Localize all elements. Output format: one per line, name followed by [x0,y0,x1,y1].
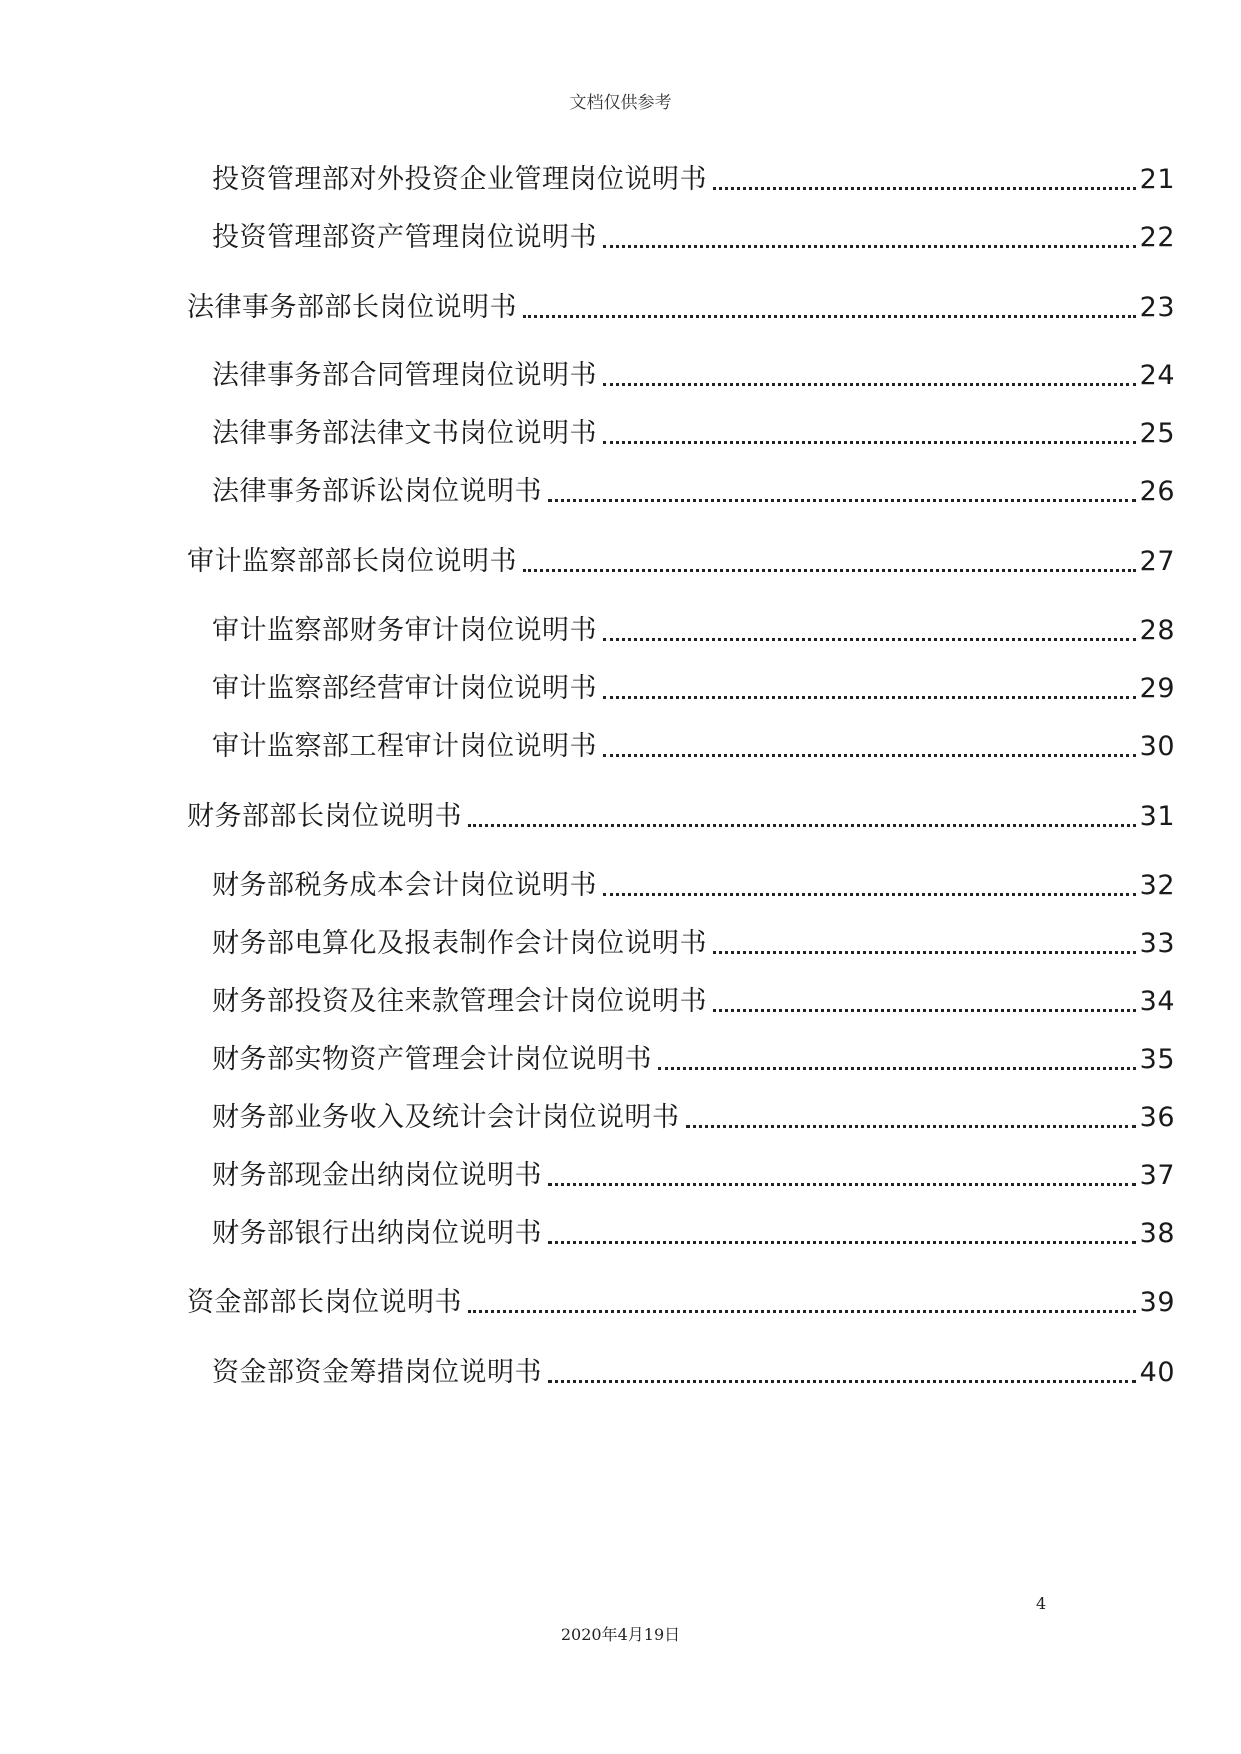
toc-entry-page: 27 [1139,546,1175,577]
toc-entry-title: 财务部实物资产管理会计岗位说明书 [212,1044,652,1075]
toc-entry[interactable] [212,218,1175,258]
toc-entry-title: 审计监察部部长岗位说明书 [187,546,517,577]
toc-entry-page: 29 [1139,673,1175,704]
toc-entry-page: 39 [1139,1287,1175,1318]
toc-entry-page: 37 [1139,1160,1175,1191]
toc-entry-title: 审计监察部财务审计岗位说明书 [212,615,597,646]
toc-entry[interactable] [212,866,1175,906]
page-number: 4 [1036,1594,1047,1613]
toc-dot-leader [603,754,1136,757]
toc-entry-page: 36 [1139,1102,1175,1133]
toc-entry-title: 财务部银行出纳岗位说明书 [212,1218,542,1249]
toc-entry[interactable] [212,472,1175,512]
toc-dot-leader [468,824,1136,827]
toc-entry-title: 法律事务部部长岗位说明书 [187,292,517,323]
toc-entry-page: 23 [1139,292,1175,323]
toc-entry[interactable] [212,727,1175,767]
toc-entry-page: 24 [1139,360,1175,391]
toc-entry-page: 33 [1139,928,1175,959]
toc-entry-title: 财务部现金出纳岗位说明书 [212,1160,542,1191]
toc-dot-leader [548,1241,1136,1244]
toc-entry-title: 投资管理部资产管理岗位说明书 [212,222,597,253]
toc-entry[interactable] [212,611,1175,651]
toc-entry[interactable] [212,1214,1175,1254]
toc-entry[interactable] [212,1353,1175,1393]
toc-dot-leader [548,1183,1136,1186]
toc-entry-page: 32 [1139,870,1175,901]
toc-entry-page: 25 [1139,418,1175,449]
toc-entry[interactable] [187,1283,1175,1323]
toc-entry[interactable] [212,924,1175,964]
toc-entry-page: 40 [1139,1357,1175,1388]
toc-entry-title: 法律事务部合同管理岗位说明书 [212,360,597,391]
toc-entry[interactable] [212,414,1175,454]
toc-dot-leader [548,499,1136,502]
toc-entry[interactable] [212,1098,1175,1138]
toc-dot-leader [658,1067,1136,1070]
toc-entry[interactable] [187,797,1175,837]
toc-entry[interactable] [212,356,1175,396]
toc-dot-leader [713,1009,1136,1012]
toc-entry-page: 30 [1139,731,1175,762]
toc-dot-leader [603,893,1136,896]
toc-entry-title: 审计监察部工程审计岗位说明书 [212,731,597,762]
toc-entry-title: 财务部电算化及报表制作会计岗位说明书 [212,928,707,959]
toc-entry-page: 35 [1139,1044,1175,1075]
toc-entry-page: 22 [1139,222,1175,253]
toc-entry[interactable] [212,1040,1175,1080]
toc-dot-leader [468,1310,1136,1313]
page-footer-date: 2020年4月19日 [560,1625,681,1644]
toc-entry-page: 38 [1139,1218,1175,1249]
toc-entry-title: 资金部资金筹措岗位说明书 [212,1357,542,1388]
toc-dot-leader [603,696,1136,699]
toc-entry-title: 投资管理部对外投资企业管理岗位说明书 [212,164,707,195]
toc-dot-leader [603,383,1136,386]
toc-entry-title: 法律事务部诉讼岗位说明书 [212,476,542,507]
toc-entry[interactable] [212,1156,1175,1196]
toc-entry-page: 26 [1139,476,1175,507]
toc-dot-leader [523,315,1136,318]
toc-dot-leader [713,187,1136,190]
toc-entry-title: 财务部业务收入及统计会计岗位说明书 [212,1102,680,1133]
toc-dot-leader [603,638,1136,641]
toc-dot-leader [548,1380,1136,1383]
page-header: 文档仅供参考 [569,93,672,113]
toc-entry-title: 资金部部长岗位说明书 [187,1287,462,1318]
toc-entry-page: 34 [1139,986,1175,1017]
toc-dot-leader [686,1125,1136,1128]
toc-dot-leader [603,441,1136,444]
toc-dot-leader [523,569,1136,572]
toc-entry-page: 28 [1139,615,1175,646]
toc-entry[interactable] [212,160,1175,200]
toc-dot-leader [713,951,1136,954]
toc-entry-page: 31 [1139,801,1175,832]
toc-entry-title: 法律事务部法律文书岗位说明书 [212,418,597,449]
toc-entry-title: 财务部投资及往来款管理会计岗位说明书 [212,986,707,1017]
toc-entry[interactable] [212,669,1175,709]
toc-entry-title: 财务部部长岗位说明书 [187,801,462,832]
toc-entry-title: 财务部税务成本会计岗位说明书 [212,870,597,901]
toc-entry-title: 审计监察部经营审计岗位说明书 [212,673,597,704]
toc-entry[interactable] [187,542,1175,582]
toc-entry[interactable] [187,288,1175,328]
toc-entry-page: 21 [1139,164,1175,195]
toc-dot-leader [603,245,1136,248]
toc-entry[interactable] [212,982,1175,1022]
